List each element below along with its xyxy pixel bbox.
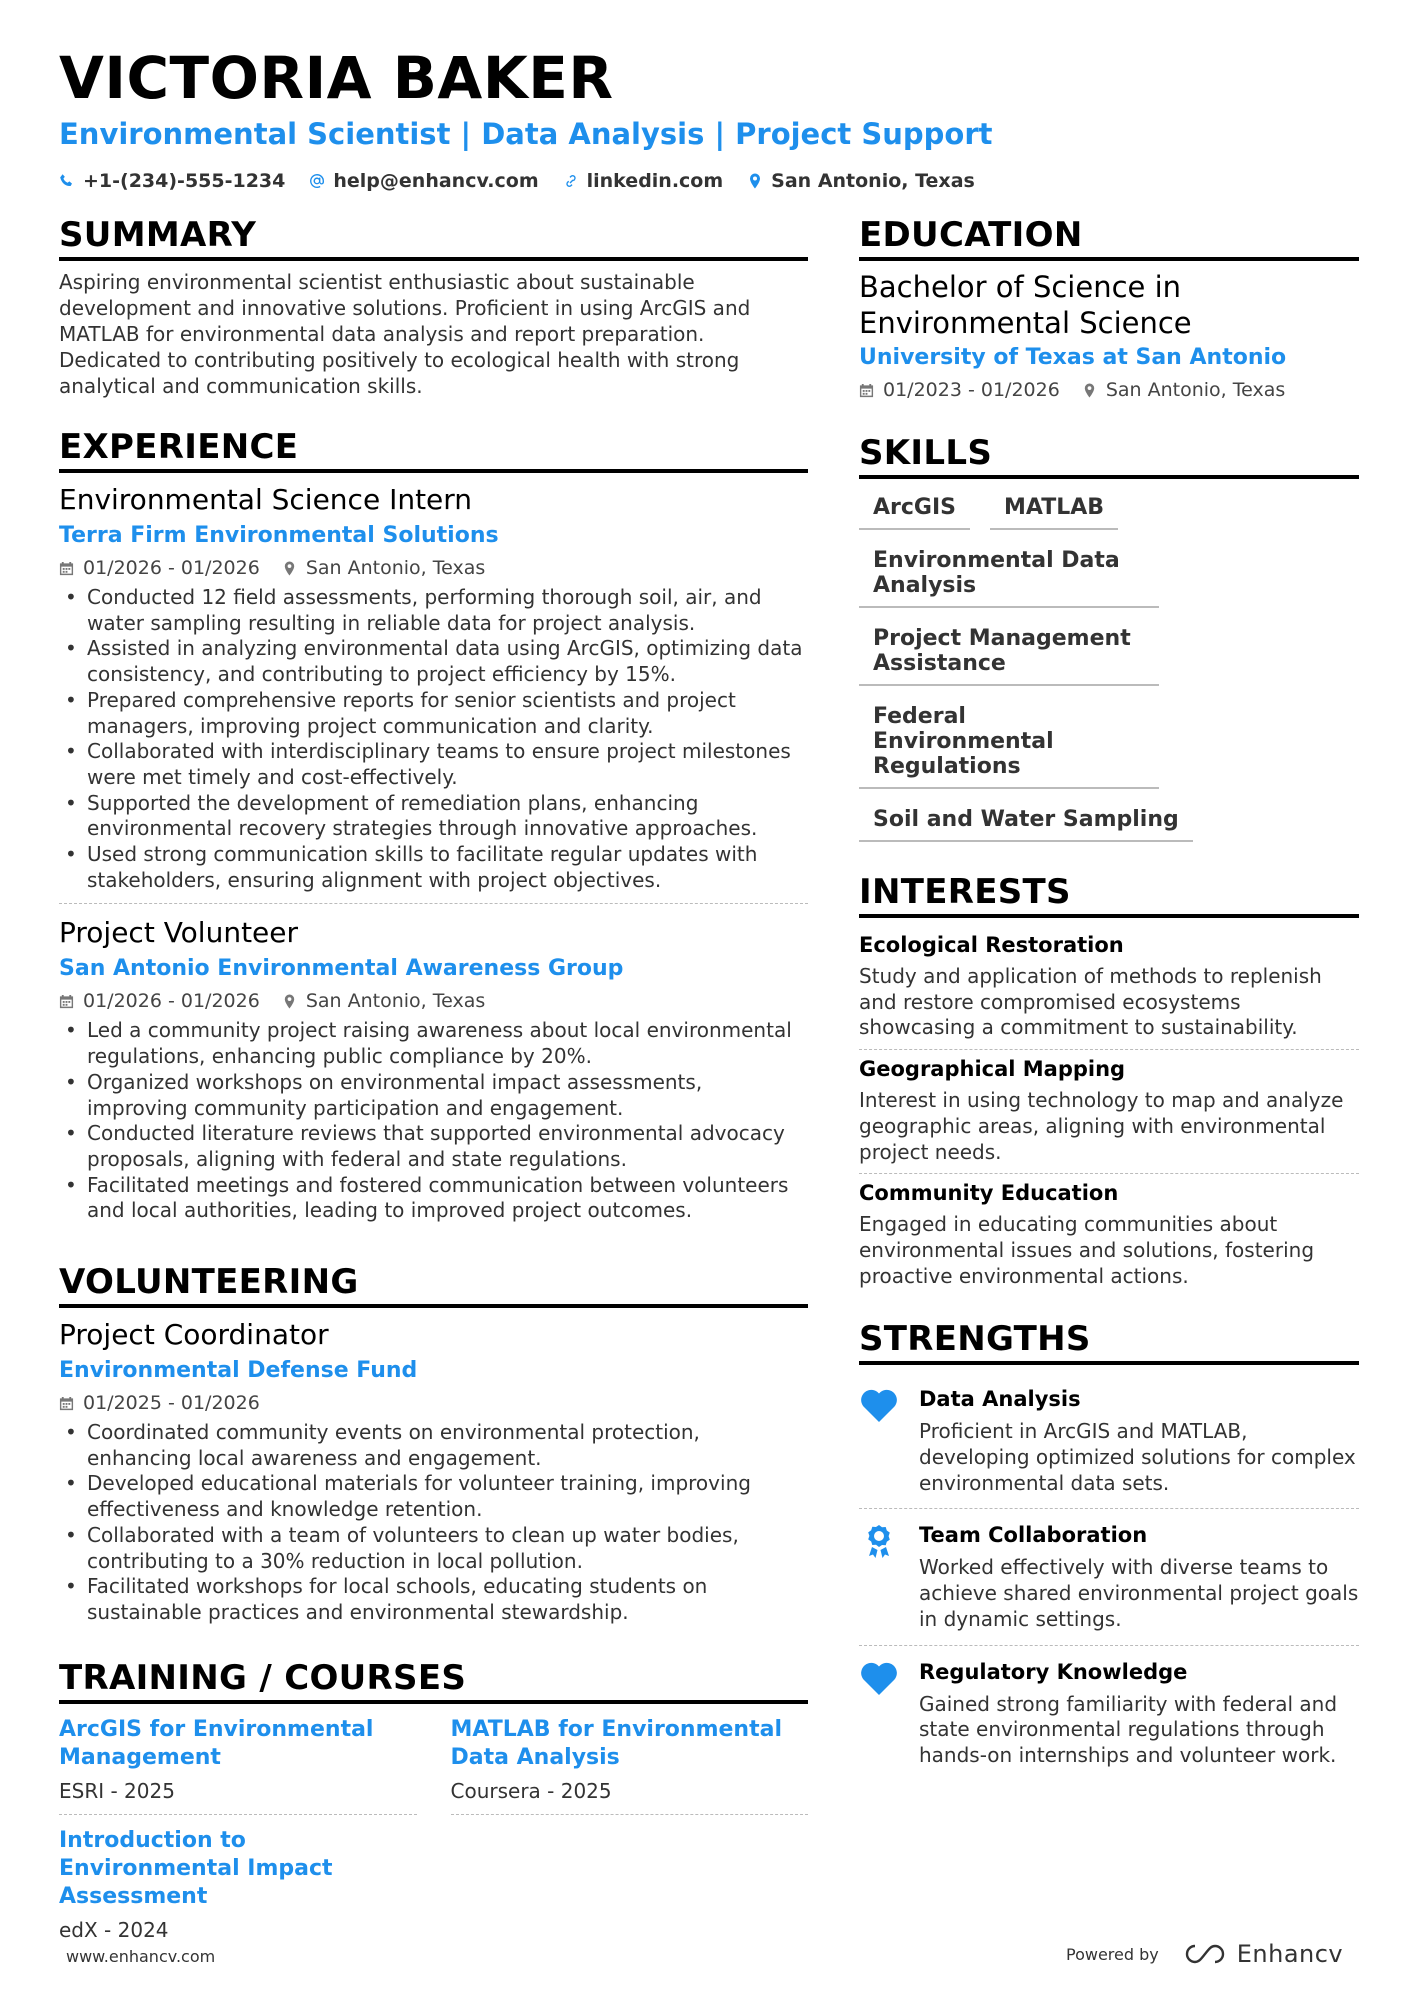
award-ribbon-icon [859,1523,899,1559]
bullet: • Prepared comprehensive reports for senior scientists and project managers, improving project communication and clarity. [59,688,808,739]
volunteer-bullets [59,1420,808,1626]
interest-title: Ecological Restoration [859,933,1124,957]
volunteer-meta [59,1390,808,1416]
enhancv-logo[interactable] [1181,1940,1343,1968]
volunteering-entry [59,1316,808,1636]
powered-by-label: Powered by [1066,1944,1159,1964]
strength-desc: Proficient in ArcGIS and MATLAB, developing optimized solutions for complex environmental data sets. [919,1419,1356,1495]
bullet: • Coordinated community events on environmental protection, enhancing local awareness and engagement. [59,1420,808,1471]
bullet: • Conducted literature reviews that supported environmental advocacy proposals, aligning with federal and state regulations. [59,1121,808,1172]
job-dates: 01/2026 - 01/2026 [83,557,260,579]
bullet: • Assisted in analyzing environmental data using ArcGIS, optimizing data consistency, and contributing to project efficiency by 15%. [59,636,808,687]
contact-phone[interactable] [59,170,285,192]
volunteer-role: Project Coordinator [59,1318,329,1352]
course-title: MATLAB for Environmental Data Analysis [450,1716,782,1770]
linkedin-text: linkedin.com [586,170,724,192]
interest-item [859,1050,1359,1174]
phone-icon [59,173,75,189]
education-location: San Antonio, Texas [1105,379,1286,401]
interest-desc: Engaged in educating communities about environmental issues and solutions, fostering proactive environmental actions. [859,1212,1315,1288]
skill-tag: Environmental Data Analysis [859,540,1159,608]
summary-heading: SUMMARY [59,215,808,261]
strength-title: Data Analysis [919,1387,1081,1412]
bullet: • Collaborated with interdisciplinary teams to ensure project milestones were met timely and cost-effectively. [59,739,808,790]
bullet: • Developed educational materials for volunteer training, improving effectiveness and knowledge retention. [59,1471,808,1522]
footer-website[interactable]: www.enhancv.com [66,1947,216,1966]
strength-title: Team Collaboration [919,1523,1148,1548]
phone-text: +1-(234)-555-1234 [83,170,286,192]
heart-icon [859,1660,899,1696]
volunteering-heading: VOLUNTEERING [59,1262,808,1308]
strengths-list [859,1373,1359,1780]
education-heading: EDUCATION [859,215,1359,261]
experience-heading: EXPERIENCE [59,427,808,473]
footer-branding [1066,1940,1343,1968]
skill-tag: Soil and Water Sampling [859,799,1193,842]
brand-name: Enhancv [1236,1940,1344,1968]
skills-list [859,487,1359,842]
courses-grid [59,1712,808,1961]
interest-item [859,926,1359,1050]
company-name: San Antonio Environmental Awareness Group [59,956,624,982]
interest-desc: Study and application of methods to replenish and restore compromised ecosystems showcasing a commitment to sustainability. [859,964,1322,1040]
company-name: Terra Firm Environmental Solutions [59,523,499,548]
right-column [859,215,1359,1781]
job-title: Environmental Science Intern [59,483,473,516]
bullet: • Organized workshops on environmental impact assessments, improving community participation and engagement. [59,1070,808,1121]
education-meta [859,377,1359,403]
strengths-heading: STRENGTHS [859,1319,1359,1365]
contact-email[interactable] [309,170,538,192]
interest-item [859,1174,1359,1297]
location-text: San Antonio, Texas [771,170,975,192]
skill-tag: Federal Environmental Regulations [859,696,1159,789]
skills-heading: SKILLS [859,433,1359,479]
strength-desc: Worked effectively with diverse teams to achieve shared environmental project goals in dynamic settings. [919,1555,1359,1631]
experience-entry [59,914,808,1234]
contact-linkedin[interactable] [563,170,724,192]
course-title: Introduction to Environmental Impact Assessment [59,1827,333,1909]
strength-item [859,1646,1359,1781]
job-location: San Antonio, Texas [305,557,486,579]
map-pin-icon [1082,383,1097,398]
education-dates: 01/2023 - 01/2026 [883,379,1060,401]
course-item [59,1823,417,1953]
map-pin-icon [282,561,297,576]
bullet: • Facilitated meetings and fostered communication between volunteers and local authorities, leading to improved project outcomes. [59,1173,808,1224]
job-dates: 01/2026 - 01/2026 [83,990,260,1013]
calendar-icon [59,1396,74,1411]
interest-title: Community Education [859,1181,1119,1206]
interest-desc: Interest in using technology to map and analyze geographic areas, aligning with environmental project needs. [859,1088,1344,1164]
interest-title: Geographical Mapping [859,1057,1126,1082]
course-title: ArcGIS for Environmental Management [59,1716,374,1770]
skill-tag: MATLAB [990,487,1118,530]
email-text: help@enhancv.com [333,170,539,192]
link-icon [563,173,579,189]
strength-desc: Gained strong familiarity with federal and state environmental regulations through hands-on internships and volunteer work. [919,1691,1338,1767]
course-provider: edX - 2024 [59,1917,169,1942]
contact-location [747,170,975,192]
strength-item [859,1373,1359,1509]
job-meta [59,988,808,1014]
course-provider: ESRI - 2025 [59,1778,175,1803]
training-heading: TRAINING / COURSES [59,1658,808,1704]
calendar-icon [59,994,74,1009]
heart-icon [859,1387,899,1423]
interests-list [859,926,1359,1297]
skill-tag: ArcGIS [859,487,970,530]
bullet: • Facilitated workshops for local schools, educating students on sustainable practices and environmental stewardship. [59,1574,808,1625]
map-pin-icon [747,173,763,189]
headline: Environmental Scientist | Data Analysis | Project Support [59,117,993,151]
bullet: • Conducted 12 field assessments, performing thorough soil, air, and water sampling resulting in reliable data for project analysis. [59,585,808,636]
summary-text: Aspiring environmental scientist enthusiastic about sustainable development and innovative solutions. Proficient in using ArcGIS and MATLAB for environmental data analysis and report preparation. Dedicated to contributing positively to ecological health with strong analytical and communication skills. [59,270,751,398]
at-icon [309,173,325,189]
interests-heading: INTERESTS [859,872,1359,918]
job-location: San Antonio, Texas [305,990,486,1013]
bullet: • Used strong communication skills to facilitate regular updates with stakeholders, ensuring alignment with project objectives. [59,842,808,893]
bullet: • Supported the development of remediation plans, enhancing environmental recovery strategies through innovative approaches. [59,791,808,842]
strength-item [859,1509,1359,1645]
map-pin-icon [282,994,297,1009]
candidate-name: VICTORIA BAKER [59,44,614,112]
strength-title: Regulatory Knowledge [919,1659,1188,1684]
bullet: • Led a community project raising awareness about local environmental regulations, enhancing public compliance by 20%. [59,1018,808,1069]
job-bullets [59,1018,808,1224]
job-title: Project Volunteer [59,916,299,950]
calendar-icon [859,383,874,398]
course-item [451,1712,809,1815]
left-column [59,215,808,1961]
degree: Bachelor of Science in Environmental Science [859,270,1192,340]
course-provider: Coursera - 2025 [450,1778,612,1803]
experience-entry [59,481,808,904]
bullet: • Collaborated with a team of volunteers to clean up water bodies, contributing to a 30% reduction in local pollution. [59,1523,808,1574]
volunteer-org: Environmental Defense Fund [59,1358,418,1384]
skill-tag: Project Management Assistance [859,618,1159,686]
job-bullets [59,585,808,893]
job-meta [59,555,808,581]
volunteer-dates: 01/2025 - 01/2026 [83,1392,260,1415]
calendar-icon [59,561,74,576]
school-name: University of Texas at San Antonio [859,345,1287,370]
contact-bar [59,170,975,192]
enhancv-logo-icon [1181,1942,1229,1966]
course-item [59,1712,417,1815]
